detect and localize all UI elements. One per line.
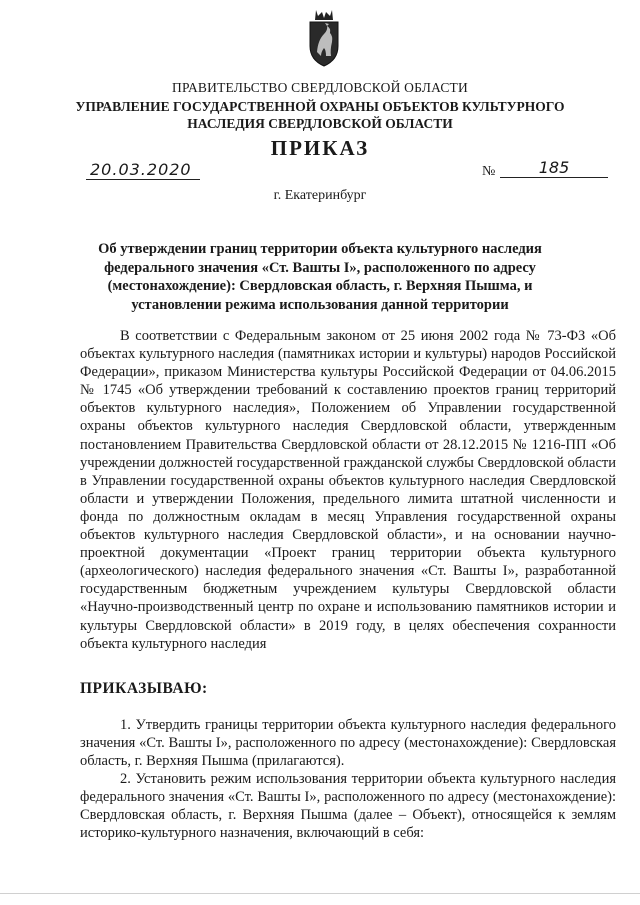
page-edge: [0, 893, 640, 894]
order-heading: ПРИКАЗЫВАЮ:: [80, 680, 208, 697]
city: г. Екатеринбург: [273, 188, 367, 203]
order-subject: Об утверждении границ территории объекта культурного наследия федерального значения «Ст. Вашты I», расположенного по адресу (местонахождение): Свердловская область, г. Верхняя Пышма, и установлении режима использования данной территории: [98, 241, 542, 313]
order-date: 20.03.2020: [86, 160, 200, 180]
coat-of-arms-icon: [304, 6, 344, 70]
government-name: ПРАВИТЕЛЬСТВО СВЕРДЛОВСКОЙ ОБЛАСТИ: [172, 80, 468, 95]
order-number: 185: [500, 158, 608, 178]
document-type-title: ПРИКАЗ: [270, 136, 370, 160]
number-label: №: [482, 164, 496, 179]
order-item-2: 2. Установить режим использования территории объекта культурного наследия федерального значения «Ст. Вашты I», расположенного по адресу (местонахождение): Свердловская область, г. Верхняя Пышма (далее – Объект), относящейся к землям историко-культурного назначения, включающий в себя:: [80, 771, 616, 842]
preamble-paragraph: В соответствии с Федеральным законом от 25 июня 2002 года № 73-ФЗ «Об объектах культурного наследия (памятниках истории и культуры) народов Российской Федерации», приказом Министерства культуры Российской Федерации от 04.06.2015 № 1745 «Об утверждении требований к составлению проектов границ территорий объектов культурного наследия», Положением об Управлении государственной охраны объектов культурного наследия Свердловской области, утвержденным постановлением Правительства Свердловской области от 28.12.2015 № 1216-ПП «Об учреждении должностей государственной гражданской службы Свердловской области в Управлении государственной охраны объектов культурного наследия Свердловской области и утверждении Положения, предельного лимита штатной численности и фонда по должностным окладам в месяц Управления государственной охраны объектов культурного наследия Свердловской области», и на основании научно-проектной документации «Проект границ территории объекта культурного (археологического) наследия федерального значения «Ст. Вашты I», разработанной государственным бюджетным учреждением культуры Свердловской области «Научно-производственный центр по охране и использованию памятников истории и культуры Свердловской области» в 2019 году, в целях обеспечения сохранности объекта культурного наследия: [80, 328, 616, 652]
department-name: УПРАВЛЕНИЕ ГОСУДАРСТВЕННОЙ ОХРАНЫ ОБЪЕКТОВ КУЛЬТУРНОГО НАСЛЕДИЯ СВЕРДЛОВСКОЙ ОБЛАСТИ: [75, 99, 565, 131]
order-item-1: 1. Утвердить границы территории объекта культурного наследия федерального значения «Ст. Вашты I», расположенного по адресу (местонахождение): Свердловская область, г. Верхняя Пышма (прилагаются).: [80, 717, 616, 770]
